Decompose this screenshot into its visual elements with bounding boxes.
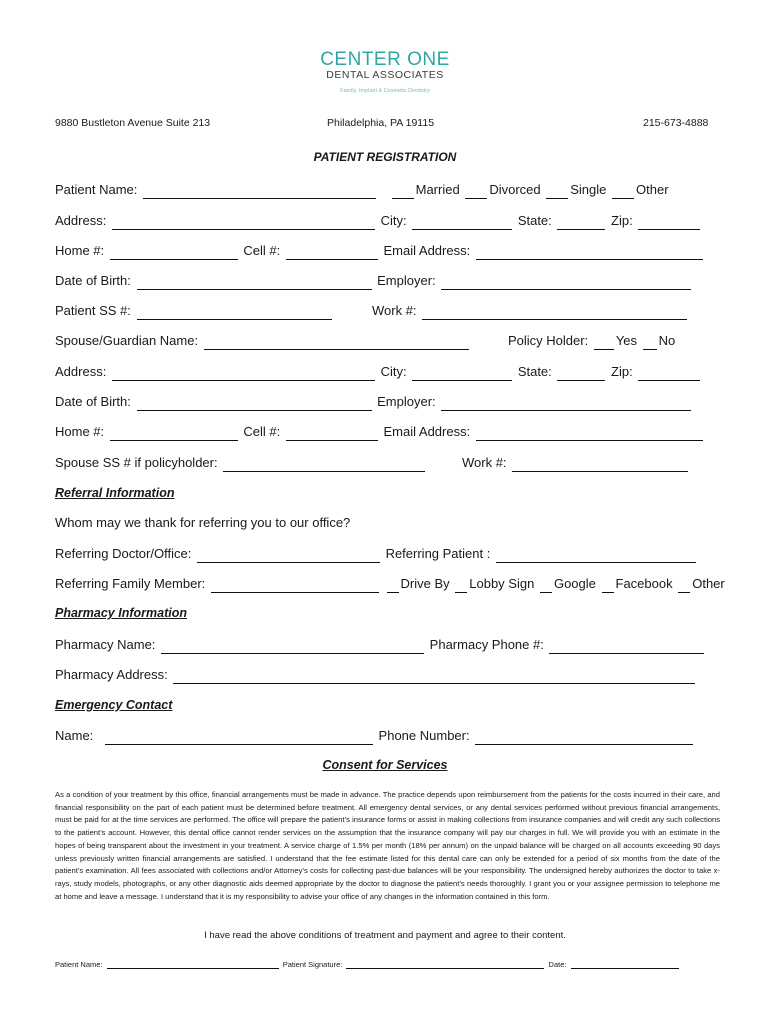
signature-row bbox=[55, 958, 681, 969]
label-sig-patient-name: Patient Name: bbox=[55, 960, 103, 969]
address-field[interactable] bbox=[112, 215, 375, 230]
home-phone-field[interactable] bbox=[110, 245, 238, 260]
state-field[interactable] bbox=[557, 215, 605, 230]
label-drive-by: Drive By bbox=[400, 576, 450, 591]
city-field[interactable] bbox=[412, 215, 512, 230]
label-work: Work #: bbox=[372, 303, 417, 318]
patient-name-field[interactable] bbox=[143, 184, 376, 199]
agreement-statement: I have read the above conditions of treatment and payment and agree to their content. bbox=[204, 930, 566, 941]
label-patient-ss: Patient SS #: bbox=[55, 303, 131, 318]
referral-other-blank[interactable] bbox=[678, 578, 690, 593]
row-pharmacy-address bbox=[55, 666, 697, 684]
label-home: Home #: bbox=[55, 243, 105, 258]
referral-question: Whom may we thank for referring you to our office? bbox=[55, 515, 351, 530]
spouse-city-field[interactable] bbox=[412, 366, 512, 381]
label-dob: Date of Birth: bbox=[55, 273, 131, 288]
label-sig-date: Date: bbox=[548, 960, 567, 969]
consent-heading: Consent for Services bbox=[322, 758, 448, 772]
label-facebook: Facebook bbox=[615, 576, 673, 591]
dob-field[interactable] bbox=[137, 275, 372, 290]
label-referral-other: Other bbox=[692, 576, 725, 591]
label-other: Other bbox=[636, 182, 669, 197]
logo-line-2: DENTAL ASSOCIATES bbox=[326, 69, 444, 81]
label-spouse-ss: Spouse SS # if policyholder: bbox=[55, 455, 218, 470]
email-field[interactable] bbox=[476, 245, 703, 260]
row-spouse-phones bbox=[55, 423, 705, 441]
spouse-state-field[interactable] bbox=[557, 366, 605, 381]
label-patient-name: Patient Name: bbox=[55, 182, 138, 197]
referring-doctor-field[interactable] bbox=[197, 548, 380, 563]
label-emergency-phone: Phone Number: bbox=[378, 728, 470, 743]
label-referring-patient: Referring Patient : bbox=[385, 546, 491, 561]
pharmacy-name-field[interactable] bbox=[161, 639, 424, 654]
spouse-address-field[interactable] bbox=[112, 366, 375, 381]
label-policy-holder: Policy Holder: bbox=[508, 333, 589, 348]
row-patient-name bbox=[55, 181, 669, 199]
label-spouse-name: Spouse/Guardian Name: bbox=[55, 333, 199, 348]
row-spouse-address bbox=[55, 363, 702, 381]
sig-date-field[interactable] bbox=[571, 958, 679, 969]
lobby-sign-blank[interactable] bbox=[455, 578, 467, 593]
row-referring-doctor bbox=[55, 545, 698, 563]
spouse-employer-field[interactable] bbox=[441, 396, 691, 411]
label-married: Married bbox=[415, 182, 460, 197]
spouse-zip-field[interactable] bbox=[638, 366, 700, 381]
patient-ss-field[interactable] bbox=[137, 305, 332, 320]
row-pharmacy-name bbox=[55, 636, 706, 654]
policy-no-blank[interactable] bbox=[643, 335, 657, 350]
label-dob: Date of Birth: bbox=[55, 394, 131, 409]
label-employer: Employer: bbox=[377, 394, 436, 409]
label-sig-signature: Patient Signature: bbox=[282, 960, 343, 969]
label-home: Home #: bbox=[55, 424, 105, 439]
google-blank[interactable] bbox=[540, 578, 552, 593]
sig-patient-name-field[interactable] bbox=[107, 958, 279, 969]
label-email: Email Address: bbox=[383, 243, 471, 258]
label-state: State: bbox=[517, 364, 552, 379]
label-pharmacy-address: Pharmacy Address: bbox=[55, 667, 168, 682]
spouse-dob-field[interactable] bbox=[137, 396, 372, 411]
row-address bbox=[55, 212, 702, 230]
label-yes: Yes bbox=[615, 333, 638, 348]
label-zip: Zip: bbox=[611, 213, 633, 228]
drive-by-blank[interactable] bbox=[387, 578, 399, 593]
row-emergency bbox=[55, 727, 695, 745]
row-work bbox=[372, 302, 689, 320]
label-cell: Cell #: bbox=[243, 243, 281, 258]
label-pharmacy-name: Pharmacy Name: bbox=[55, 637, 156, 652]
employer-field[interactable] bbox=[441, 275, 691, 290]
label-email: Email Address: bbox=[383, 424, 471, 439]
row-ss bbox=[55, 302, 334, 320]
label-zip: Zip: bbox=[611, 364, 633, 379]
spouse-ss-field[interactable] bbox=[223, 457, 425, 472]
sig-signature-field[interactable] bbox=[346, 958, 544, 969]
spouse-email-field[interactable] bbox=[476, 426, 703, 441]
logo-tagline: Family, Implant & Cosmetic Dentistry bbox=[340, 88, 430, 94]
label-cell: Cell #: bbox=[243, 424, 281, 439]
emergency-heading: Emergency Contact bbox=[55, 698, 173, 712]
label-google: Google bbox=[553, 576, 596, 591]
policy-yes-blank[interactable] bbox=[594, 335, 614, 350]
practice-logo bbox=[0, 50, 770, 95]
label-no: No bbox=[658, 333, 676, 348]
emergency-name-field[interactable] bbox=[105, 730, 373, 745]
logo-line-1: CENTER ONE bbox=[320, 49, 450, 70]
label-divorced: Divorced bbox=[489, 182, 541, 197]
label-city: City: bbox=[380, 213, 407, 228]
label-address: Address: bbox=[55, 213, 107, 228]
referral-heading: Referral Information bbox=[55, 486, 175, 500]
label-emergency-name: Name: bbox=[55, 728, 94, 743]
label-single: Single bbox=[570, 182, 607, 197]
referring-patient-field[interactable] bbox=[496, 548, 696, 563]
row-spouse-work bbox=[462, 454, 690, 472]
cell-phone-field[interactable] bbox=[286, 245, 378, 260]
pharmacy-heading: Pharmacy Information bbox=[55, 606, 187, 620]
row-referring-family bbox=[55, 575, 725, 593]
label-address: Address: bbox=[55, 364, 107, 379]
row-spouse-dob bbox=[55, 393, 693, 411]
zip-field[interactable] bbox=[638, 215, 700, 230]
label-employer: Employer: bbox=[377, 273, 436, 288]
spouse-home-field[interactable] bbox=[110, 426, 238, 441]
label-referring-family: Referring Family Member: bbox=[55, 576, 206, 591]
emergency-phone-field[interactable] bbox=[475, 730, 693, 745]
referring-family-field[interactable] bbox=[211, 578, 379, 593]
header-address: 9880 Bustleton Avenue Suite 213 bbox=[55, 117, 211, 129]
header-phone: 215-673-4888 bbox=[643, 117, 709, 129]
page-title: PATIENT REGISTRATION bbox=[313, 150, 457, 164]
spouse-cell-field[interactable] bbox=[286, 426, 378, 441]
divorced-blank[interactable] bbox=[465, 184, 487, 199]
label-state: State: bbox=[517, 213, 552, 228]
label-pharmacy-phone: Pharmacy Phone #: bbox=[429, 637, 544, 652]
other-blank[interactable] bbox=[612, 184, 634, 199]
label-work: Work #: bbox=[462, 455, 507, 470]
pharmacy-address-field[interactable] bbox=[173, 669, 695, 684]
spouse-work-field[interactable] bbox=[512, 457, 688, 472]
pharmacy-phone-field[interactable] bbox=[549, 639, 704, 654]
spouse-name-field[interactable] bbox=[204, 335, 469, 350]
row-spouse bbox=[55, 332, 471, 350]
header-city: Philadelphia, PA 19115 bbox=[327, 117, 435, 129]
work-phone-field[interactable] bbox=[422, 305, 687, 320]
facebook-blank[interactable] bbox=[602, 578, 614, 593]
row-phones bbox=[55, 242, 705, 260]
married-blank[interactable] bbox=[392, 184, 414, 199]
consent-paragraph: As a condition of your treatment by this office, financial arrangements must be made in advance. The practice depends upon reimbursement from the patients for the costs incurred in their care, and financial responsibility on the part of each patient must be determined before treatment. All emergency dental services, or any dental services performed without previous financial arrangements, must be paid for at the time services are performed. The office will prepare the patient’s insurance forms or assist in making collections from insurance companies and will credit any such collections to the patient’s account. However, this dental office cannot render services on the assumption that the insurance company will pay our charges in full. We will provide you with an estimate in the hopes of being transparent about the investment in your treatment. A service charge of 1.5% per month (18% per annum) on the unpaid balance will be charged on all accounts exceeding 90 days unless previously written financial arrangements are satisfied. I understand that the fee estimate listed for this dental care can only be extended for a period of six months from the date of the patient’s examination. All fees associated with collections and/or Attorney’s costs for collecting past-due balances will be your responsibility. The undersigned hereby authorizes the doctor to take x-rays, study models, photographs, or any other diagnostic aids deemed appropriate by the doctor to diagnose the patient’s needs thoroughly. I grant you or your assignee permission to telephone me at home and leave a message. I understand that it is my responsibility to advise your office of any changes in the information contained in this form. bbox=[55, 790, 720, 901]
row-spouse-ss bbox=[55, 454, 427, 472]
row-policy-holder bbox=[508, 332, 675, 350]
label-lobby-sign: Lobby Sign bbox=[469, 576, 535, 591]
label-referring-doctor: Referring Doctor/Office: bbox=[55, 546, 192, 561]
label-city: City: bbox=[380, 364, 407, 379]
row-dob bbox=[55, 272, 693, 290]
single-blank[interactable] bbox=[546, 184, 568, 199]
